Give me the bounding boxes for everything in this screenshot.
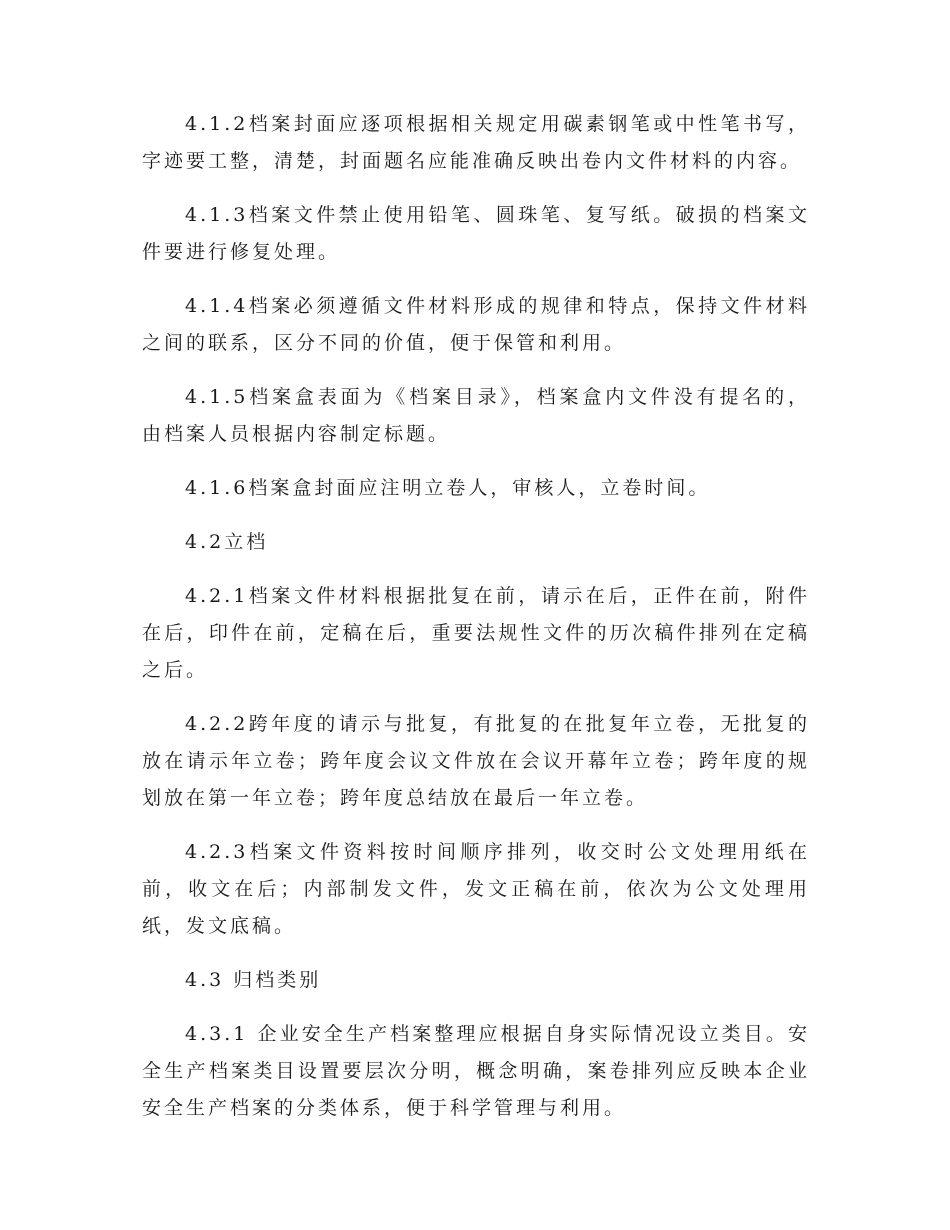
- paragraph-4-1-6: 4.1.6档案盒封面应注明立卷人，审核人，立卷时间。: [185, 477, 711, 499]
- paragraph-4-1-4: 4.1.4档案必须遵循文件材料形成的规律和特点，保持文件材料之间的联系，区分不同的价值，便于保管和利用。: [142, 295, 810, 354]
- paragraph-4-2-3: 4.2.3档案文件资料按时间顺序排列，收交时公文处理用纸在前，收文在后；内部制发文件，发文正稿在前，依次为公文处理用纸，发文底稿。: [142, 841, 810, 937]
- paragraph-4-3-1: 4.3.1 企业安全生产档案整理应根据自身实际情况设立类目。安全生产档案类目设置要层次分明，概念明确，案卷排列应反映本企业安全生产档案的分类体系，便于科学管理与利用。: [142, 1023, 810, 1119]
- section-heading-4-3: 4.3 归档类别: [185, 969, 322, 991]
- paragraph-4-1-3: 4.1.3档案文件禁止使用铅笔、圆珠笔、复写纸。破损的档案文件要进行修复处理。: [142, 204, 810, 263]
- paragraph-4-2-1: 4.2.1档案文件材料根据批复在前，请示在后，正件在前，附件在后，印件在前，定稿在后，重要法规性文件的历次稿件排列在定稿之后。: [142, 585, 810, 681]
- paragraph-4-1-5: 4.1.5档案盒表面为《档案目录》，档案盒内文件没有提名的，由档案人员根据内容制定标题。: [142, 386, 810, 445]
- section-heading-4-2: 4.2立档: [185, 531, 269, 553]
- paragraph-4-1-2: 4.1.2档案封面应逐项根据相关规定用碳素钢笔或中性笔书写，字迹要工整，清楚，封面题名应能准确反映出卷内文件材料的内容。: [142, 113, 810, 172]
- paragraph-4-2-2: 4.2.2跨年度的请示与批复，有批复的在批复年立卷，无批复的放在请示年立卷；跨年度会议文件放在会议开幕年立卷；跨年度的规划放在第一年立卷；跨年度总结放在最后一年立卷。: [142, 713, 810, 809]
- document-body: [142, 106, 810, 1127]
